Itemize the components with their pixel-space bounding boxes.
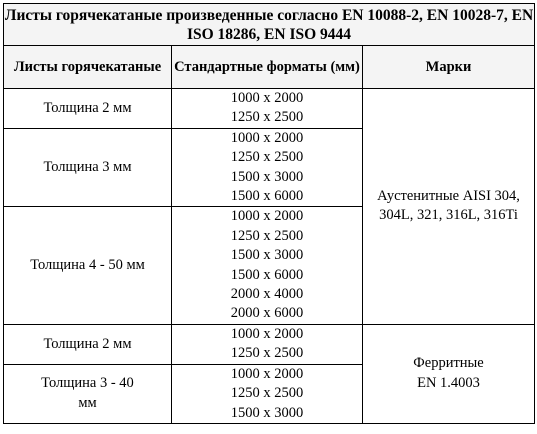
format-value: 1500 х 3000: [230, 168, 304, 185]
format-value: 1500 х 3000: [230, 247, 304, 264]
format-value: 1500 х 6000: [230, 266, 304, 283]
header-row: [4, 46, 535, 89]
format-value: 2000 х 6000: [230, 305, 304, 322]
thickness-cell: Толщина 2 мм: [4, 89, 172, 129]
column-header-grades: Марки: [363, 46, 535, 89]
grade-austenitic: Аустенитные AISI 304, 304L, 321, 316L, 316Ti: [363, 89, 535, 325]
format-value: 1500 х 3000: [230, 404, 304, 421]
column-header-formats: Стандартные форматы (мм): [172, 46, 363, 89]
format-value: 1000 х 2000: [230, 325, 304, 342]
formats-cell: [172, 128, 363, 207]
steel-sheet-table: [3, 3, 535, 424]
format-value: 1000 х 2000: [230, 129, 304, 146]
format-value: 1500 х 6000: [230, 188, 304, 205]
formats-cell: [172, 207, 363, 324]
column-header-sheets: Листы горячекатаные: [4, 46, 172, 89]
format-value: 1250 х 2500: [230, 227, 304, 244]
format-value: 1250 х 2500: [230, 385, 304, 402]
table-row: [4, 324, 535, 364]
format-value: 1000 х 2000: [230, 365, 304, 382]
formats-cell: [172, 364, 363, 423]
format-value: 1000 х 2000: [230, 208, 304, 225]
format-value: 1250 х 2500: [230, 109, 304, 126]
format-value: 1250 х 2500: [230, 345, 304, 362]
format-value: 2000 х 4000: [230, 286, 304, 303]
formats-cell: [172, 89, 363, 129]
table-row: [4, 89, 535, 129]
format-value: 1000 х 2000: [230, 90, 304, 106]
title-row: [4, 4, 535, 46]
table-title: Листы горячекатаные произведенные согласно EN 10088-2, EN 10028-7, EN ISO 18286, EN ISO 9444: [4, 4, 535, 46]
thickness-cell: Толщина 4 - 50 мм: [4, 207, 172, 324]
thickness-cell: Толщина 3 - 40 мм: [4, 364, 172, 423]
thickness-cell: Толщина 2 мм: [4, 324, 172, 364]
formats-cell: [172, 324, 363, 364]
thickness-cell: Толщина 3 мм: [4, 128, 172, 207]
format-value: 1250 х 2500: [230, 149, 304, 166]
grade-ferritic: Ферритные EN 1.4003: [363, 324, 535, 423]
